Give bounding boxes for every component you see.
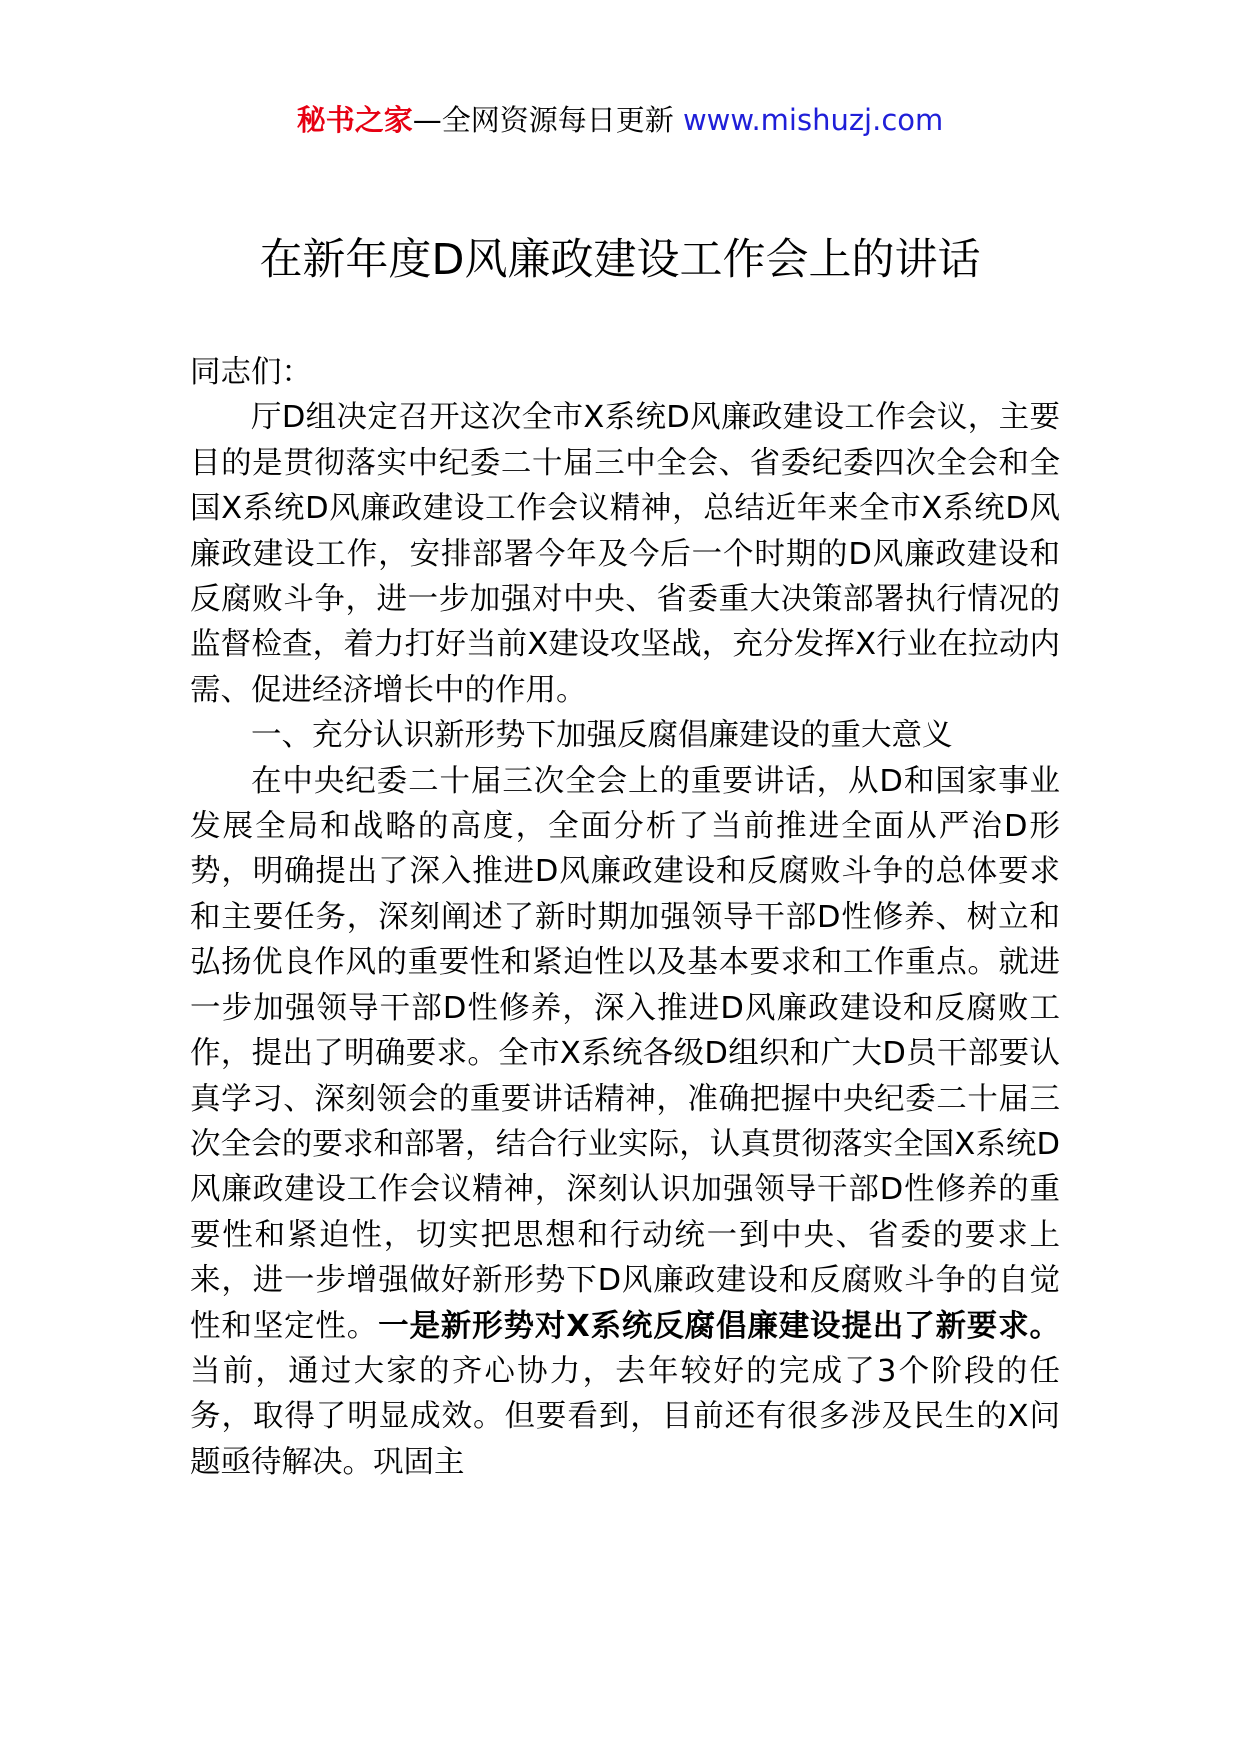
site-header bbox=[0, 100, 1240, 140]
paragraph-text: 在中央纪委二十届三次全会上的重要讲话，从D和国家事业发展全局和战略的高度，全面分析了当前推进全面从严治D形势，明确提出了深入推进D风廉政建设和反腐败斗争的总体要求和主要任务，深刻阐述了新时期加强领导干部D性修养、树立和弘扬优良作风的重要性和紧迫性以及基本要求和工作重点。就进一步加强领导干部D性修养，深入推进D风廉政建设和反腐败工作，提出了明确要求。全市X系统各级D组织和广大D员干部要认真学习、深刻领会的重要讲话精神，准确把握中央纪委二十届三次全会的要求和部署，结合行业实际，认真贯彻落实全国X系统D风廉政建设工作会议精神，深刻认识加强领导干部D性修养的重要性和紧迫性，切实把思想和行动统一到中央、省委的要求上来，进一步增强做好新形势下D风廉政建设和反腐败斗争的自觉性和坚定性。 bbox=[190, 763, 1060, 1344]
site-url[interactable]: www.mishuzj.com bbox=[682, 103, 944, 137]
document-body bbox=[190, 350, 1060, 1485]
paragraph-intro: 厅D组决定召开这次全市X系统D风廉政建设工作会议，主要目的是贯彻落实中纪委二十届三中全会、省委纪委四次全会和全国X系统D风廉政建设工作会议精神，总结近年来全市X系统D风廉政建设工作，安排部署今年及今后一个时期的D风廉政建设和反腐败斗争，进一步加强对中央、省委重大决策部署执行情况的监督检查，着力打好当前X建设攻坚战，充分发挥X行业在拉动内需、促进经济增长中的作用。 bbox=[190, 400, 1060, 708]
salutation: 同志们： bbox=[190, 355, 312, 390]
section-heading: 一、充分认识新形势下加强反腐倡廉建设的重大意义 bbox=[251, 718, 953, 754]
site-slogan: —全网资源每日更新 bbox=[412, 103, 674, 137]
document-title: 在新年度D风廉政建设工作会上的讲话 bbox=[259, 235, 981, 285]
brand-name: 秘书之家 bbox=[296, 103, 413, 137]
paragraph-section-one bbox=[190, 759, 1060, 1486]
paragraph-text-continued: 当前，通过大家的齐心协力，去年较好的完成了3个阶段的任务，取得了明显成效。但要看到，目前还有很多涉及民生的X问题亟待解决。巩固主 bbox=[190, 1353, 1060, 1480]
bold-point-one: 一是新形势对X系统反腐倡廉建设提出了新要求。 bbox=[378, 1308, 1061, 1344]
